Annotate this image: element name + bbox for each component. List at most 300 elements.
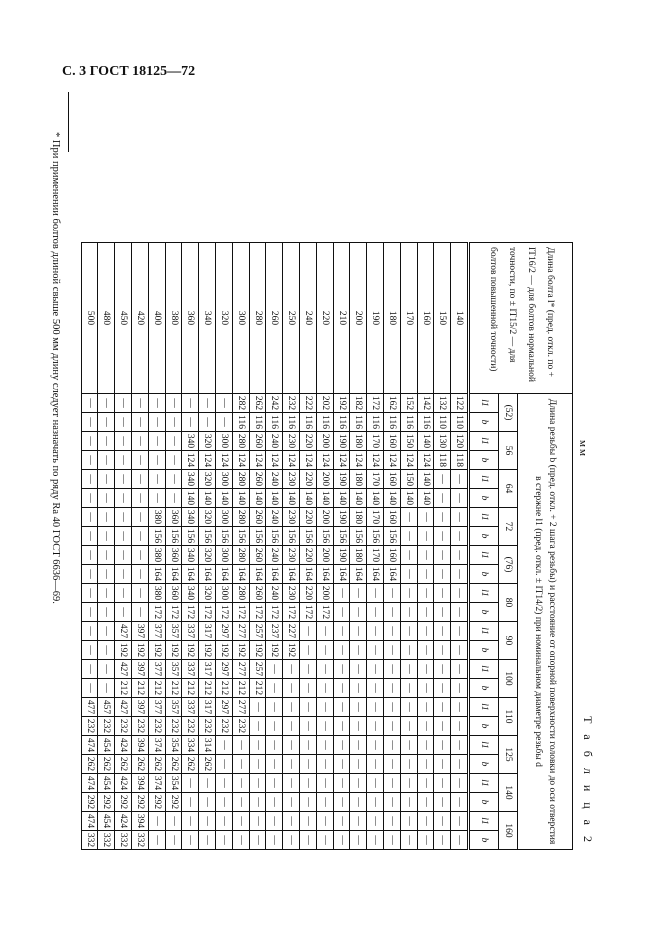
- value-cell: —: [232, 793, 249, 812]
- value-cell: 180: [350, 432, 367, 451]
- value-cell: —: [316, 641, 333, 660]
- value-cell: —: [115, 603, 132, 622]
- value-cell: 110: [451, 413, 469, 432]
- value-cell: 192: [115, 641, 132, 660]
- value-cell: 232: [81, 717, 98, 736]
- value-cell: 377: [148, 622, 165, 641]
- value-cell: —: [115, 470, 132, 489]
- value-cell: 212: [148, 679, 165, 698]
- bolt-length-cell: 480: [98, 243, 115, 394]
- value-cell: 292: [81, 793, 98, 812]
- value-cell: —: [384, 603, 401, 622]
- value-cell: —: [333, 793, 350, 812]
- value-cell: 227: [283, 622, 300, 641]
- value-cell: —: [81, 432, 98, 451]
- value-cell: 164: [216, 565, 233, 584]
- value-cell: 377: [148, 698, 165, 717]
- value-cell: —: [98, 584, 115, 603]
- value-cell: 317: [199, 698, 216, 717]
- value-cell: —: [98, 565, 115, 584]
- value-cell: 124: [199, 451, 216, 470]
- value-cell: 140: [333, 489, 350, 508]
- value-cell: —: [232, 812, 249, 831]
- value-cell: 140: [216, 489, 233, 508]
- value-cell: —: [81, 622, 98, 641]
- value-cell: 192: [249, 641, 266, 660]
- value-cell: —: [451, 489, 469, 508]
- value-cell: —: [182, 394, 199, 413]
- value-cell: —: [451, 736, 469, 755]
- value-cell: 192: [165, 641, 182, 660]
- value-cell: —: [333, 641, 350, 660]
- value-cell: —: [434, 489, 451, 508]
- value-cell: —: [316, 736, 333, 755]
- value-cell: —: [283, 679, 300, 698]
- value-cell: —: [216, 812, 233, 831]
- value-cell: 164: [316, 565, 333, 584]
- value-cell: 116: [417, 413, 434, 432]
- value-cell: 427: [115, 622, 132, 641]
- value-cell: 156: [384, 527, 401, 546]
- value-cell: 192: [333, 394, 350, 413]
- value-cell: —: [434, 812, 451, 831]
- value-cell: —: [132, 489, 149, 508]
- value-cell: 140: [300, 489, 317, 508]
- value-cell: —: [81, 584, 98, 603]
- b-subheader: b: [469, 565, 499, 584]
- value-cell: 232: [115, 717, 132, 736]
- value-cell: 230: [283, 508, 300, 527]
- value-cell: —: [249, 736, 266, 755]
- bolt-length-cell: 360: [182, 243, 199, 394]
- value-cell: —: [417, 717, 434, 736]
- value-cell: —: [434, 641, 451, 660]
- bolt-length-cell: 450: [115, 243, 132, 394]
- value-cell: 424: [115, 736, 132, 755]
- diameter-header: 64: [499, 470, 518, 508]
- value-cell: —: [417, 755, 434, 774]
- value-cell: 156: [249, 527, 266, 546]
- value-cell: 320: [199, 470, 216, 489]
- value-cell: —: [316, 793, 333, 812]
- value-cell: 320: [199, 508, 216, 527]
- diameter-header: 110: [499, 698, 518, 736]
- value-cell: 164: [300, 565, 317, 584]
- diameter-header: 90: [499, 622, 518, 660]
- value-cell: —: [148, 451, 165, 470]
- value-cell: —: [199, 793, 216, 812]
- value-cell: 110: [434, 413, 451, 432]
- value-cell: —: [216, 793, 233, 812]
- value-cell: 140: [182, 489, 199, 508]
- value-cell: 156: [367, 527, 384, 546]
- value-cell: —: [400, 812, 417, 831]
- value-cell: —: [98, 603, 115, 622]
- value-cell: 262: [98, 755, 115, 774]
- value-cell: 140: [199, 489, 216, 508]
- value-cell: —: [266, 755, 283, 774]
- value-cell: 172: [266, 603, 283, 622]
- value-cell: —: [451, 584, 469, 603]
- value-cell: —: [98, 508, 115, 527]
- value-cell: —: [148, 413, 165, 432]
- value-cell: —: [434, 755, 451, 774]
- value-cell: —: [199, 812, 216, 831]
- value-cell: 200: [316, 584, 333, 603]
- value-cell: 454: [98, 774, 115, 793]
- value-cell: 232: [165, 717, 182, 736]
- value-cell: —: [300, 641, 317, 660]
- bolt-length-cell: 260: [266, 243, 283, 394]
- table-row: [316, 243, 333, 850]
- diameter-header: (52): [499, 394, 518, 432]
- value-cell: 212: [216, 679, 233, 698]
- value-cell: —: [400, 831, 417, 850]
- value-cell: —: [451, 470, 469, 489]
- value-cell: 200: [316, 470, 333, 489]
- value-cell: —: [384, 717, 401, 736]
- value-cell: 292: [132, 793, 149, 812]
- value-cell: —: [232, 774, 249, 793]
- value-cell: —: [333, 774, 350, 793]
- value-cell: —: [232, 755, 249, 774]
- value-cell: 200: [316, 508, 333, 527]
- value-cell: 457: [98, 698, 115, 717]
- value-cell: 262: [81, 755, 98, 774]
- l1-subheader: l1: [469, 736, 499, 755]
- value-cell: —: [333, 584, 350, 603]
- l1-subheader: l1: [469, 432, 499, 451]
- value-cell: 156: [232, 527, 249, 546]
- value-cell: —: [333, 698, 350, 717]
- value-cell: —: [316, 774, 333, 793]
- value-cell: 222: [300, 394, 317, 413]
- value-cell: —: [81, 508, 98, 527]
- value-cell: 212: [132, 679, 149, 698]
- table-row: [384, 243, 401, 850]
- value-cell: —: [232, 736, 249, 755]
- value-cell: 164: [199, 565, 216, 584]
- value-cell: 116: [266, 413, 283, 432]
- value-cell: 172: [283, 603, 300, 622]
- value-cell: —: [400, 679, 417, 698]
- value-cell: 172: [232, 603, 249, 622]
- value-cell: 280: [232, 584, 249, 603]
- value-cell: 164: [249, 565, 266, 584]
- bolt-length-cell: 180: [384, 243, 401, 394]
- value-cell: —: [434, 679, 451, 698]
- value-cell: —: [115, 489, 132, 508]
- value-cell: —: [400, 603, 417, 622]
- value-cell: —: [417, 698, 434, 717]
- value-cell: —: [417, 736, 434, 755]
- value-cell: —: [434, 717, 451, 736]
- value-cell: —: [216, 394, 233, 413]
- value-cell: 202: [316, 394, 333, 413]
- value-cell: —: [283, 812, 300, 831]
- bolt-length-cell: 250: [283, 243, 300, 394]
- value-cell: 257: [249, 622, 266, 641]
- value-cell: —: [81, 641, 98, 660]
- value-cell: —: [384, 641, 401, 660]
- value-cell: 337: [182, 698, 199, 717]
- value-cell: —: [182, 812, 199, 831]
- value-cell: —: [199, 413, 216, 432]
- value-cell: 300: [216, 508, 233, 527]
- b-subheader: b: [469, 679, 499, 698]
- value-cell: 116: [249, 413, 266, 432]
- value-cell: 172: [316, 603, 333, 622]
- value-cell: —: [451, 546, 469, 565]
- bolt-length-cell: 170: [400, 243, 417, 394]
- b-subheader: b: [469, 489, 499, 508]
- l1-subheader: l1: [469, 470, 499, 489]
- table-row: [417, 243, 434, 850]
- diameter-header: (76): [499, 546, 518, 584]
- bolt-length-cell: 280: [249, 243, 266, 394]
- value-cell: 164: [148, 565, 165, 584]
- value-cell: —: [316, 622, 333, 641]
- table-row: [434, 243, 451, 850]
- b-subheader: b: [469, 831, 499, 850]
- value-cell: 317: [199, 622, 216, 641]
- b-subheader: b: [469, 603, 499, 622]
- bolt-length-cell: 240: [300, 243, 317, 394]
- value-cell: —: [434, 793, 451, 812]
- value-cell: —: [98, 432, 115, 451]
- value-cell: —: [417, 641, 434, 660]
- value-cell: —: [266, 717, 283, 736]
- value-cell: 156: [216, 527, 233, 546]
- diameter-header: 160: [499, 812, 518, 850]
- value-cell: 172: [249, 603, 266, 622]
- table-row: [165, 243, 182, 850]
- value-cell: —: [199, 774, 216, 793]
- value-cell: 116: [384, 413, 401, 432]
- value-cell: —: [350, 698, 367, 717]
- value-cell: —: [165, 489, 182, 508]
- value-cell: 397: [132, 660, 149, 679]
- value-cell: 332: [132, 831, 149, 850]
- unit-label: мм: [577, 440, 589, 458]
- value-cell: 172: [182, 603, 199, 622]
- value-cell: —: [434, 527, 451, 546]
- value-cell: —: [400, 717, 417, 736]
- value-cell: —: [400, 527, 417, 546]
- value-cell: 394: [132, 812, 149, 831]
- value-cell: —: [115, 451, 132, 470]
- b-subheader: b: [469, 717, 499, 736]
- value-cell: 297: [216, 698, 233, 717]
- value-cell: 152: [400, 394, 417, 413]
- value-cell: —: [400, 736, 417, 755]
- value-cell: —: [232, 831, 249, 850]
- value-cell: 164: [182, 565, 199, 584]
- bolt-length-cell: 220: [316, 243, 333, 394]
- value-cell: —: [199, 831, 216, 850]
- value-cell: —: [98, 489, 115, 508]
- value-cell: 116: [300, 413, 317, 432]
- value-cell: —: [316, 679, 333, 698]
- value-cell: 297: [216, 660, 233, 679]
- value-cell: —: [316, 660, 333, 679]
- bolt-length-cell: 140: [451, 243, 469, 394]
- value-cell: —: [132, 470, 149, 489]
- value-cell: —: [300, 755, 317, 774]
- value-cell: —: [350, 622, 367, 641]
- value-cell: —: [316, 831, 333, 850]
- b-subheader: b: [469, 527, 499, 546]
- value-cell: —: [266, 774, 283, 793]
- value-cell: —: [384, 736, 401, 755]
- bolt-length-cell: 320: [216, 243, 233, 394]
- b-subheader: b: [469, 755, 499, 774]
- value-cell: 160: [384, 546, 401, 565]
- value-cell: 164: [333, 565, 350, 584]
- value-cell: 192: [216, 641, 233, 660]
- table-row: [266, 243, 283, 850]
- value-cell: 170: [367, 508, 384, 527]
- value-cell: 156: [283, 527, 300, 546]
- value-cell: —: [333, 679, 350, 698]
- value-cell: —: [316, 698, 333, 717]
- value-cell: —: [434, 622, 451, 641]
- value-cell: 124: [417, 451, 434, 470]
- value-cell: 354: [165, 736, 182, 755]
- table-row: [232, 243, 249, 850]
- value-cell: —: [451, 660, 469, 679]
- table-row: [451, 243, 469, 850]
- value-cell: 156: [165, 527, 182, 546]
- value-cell: 232: [232, 717, 249, 736]
- b-subheader: b: [469, 641, 499, 660]
- value-cell: —: [400, 698, 417, 717]
- value-cell: 357: [165, 622, 182, 641]
- value-cell: 140: [417, 432, 434, 451]
- value-cell: 200: [316, 546, 333, 565]
- table-label: Т а б л и ц а 2: [581, 716, 595, 846]
- value-cell: 260: [249, 584, 266, 603]
- value-cell: 240: [266, 470, 283, 489]
- value-cell: —: [333, 736, 350, 755]
- value-cell: —: [367, 736, 384, 755]
- value-cell: 260: [249, 508, 266, 527]
- value-cell: —: [165, 812, 182, 831]
- value-cell: —: [400, 584, 417, 603]
- value-cell: —: [384, 660, 401, 679]
- value-cell: 300: [216, 432, 233, 451]
- value-cell: —: [132, 546, 149, 565]
- value-cell: 212: [115, 679, 132, 698]
- value-cell: —: [434, 470, 451, 489]
- value-cell: —: [132, 603, 149, 622]
- value-cell: 140: [232, 489, 249, 508]
- value-cell: 164: [165, 565, 182, 584]
- value-cell: 240: [266, 546, 283, 565]
- value-cell: 192: [266, 641, 283, 660]
- table-row: [249, 243, 266, 850]
- value-cell: 280: [232, 470, 249, 489]
- value-cell: 230: [283, 432, 300, 451]
- value-cell: 164: [384, 565, 401, 584]
- table-row: [367, 243, 384, 850]
- value-cell: 320: [199, 432, 216, 451]
- value-cell: 474: [81, 736, 98, 755]
- value-cell: —: [451, 679, 469, 698]
- value-cell: 380: [148, 584, 165, 603]
- value-cell: 260: [249, 546, 266, 565]
- value-cell: 232: [283, 394, 300, 413]
- value-cell: —: [148, 812, 165, 831]
- page-header: С. 3 ГОСТ 18125—72: [62, 64, 196, 79]
- value-cell: 172: [367, 394, 384, 413]
- value-cell: —: [417, 603, 434, 622]
- value-cell: 424: [115, 812, 132, 831]
- value-cell: —: [384, 679, 401, 698]
- value-cell: —: [283, 698, 300, 717]
- value-cell: —: [182, 774, 199, 793]
- value-cell: 300: [216, 470, 233, 489]
- value-cell: —: [81, 451, 98, 470]
- value-cell: —: [367, 679, 384, 698]
- value-cell: 156: [316, 527, 333, 546]
- value-cell: —: [367, 831, 384, 850]
- bolt-length-header: Длина болта l* (пред. откл. по + IT16/2 — для болтов нормальной точности, по ± IT15/2 — для болтов повышенной точности): [469, 243, 573, 394]
- value-cell: 124: [350, 451, 367, 470]
- value-cell: 132: [434, 394, 451, 413]
- value-cell: 332: [98, 831, 115, 850]
- value-cell: 300: [216, 584, 233, 603]
- value-cell: 477: [81, 698, 98, 717]
- value-cell: —: [148, 489, 165, 508]
- value-cell: —: [300, 812, 317, 831]
- value-cell: —: [249, 717, 266, 736]
- value-cell: 212: [249, 679, 266, 698]
- value-cell: —: [216, 413, 233, 432]
- value-cell: —: [132, 527, 149, 546]
- value-cell: —: [451, 755, 469, 774]
- value-cell: 277: [232, 698, 249, 717]
- value-cell: 474: [81, 774, 98, 793]
- value-cell: —: [434, 546, 451, 565]
- b-subheader: b: [469, 451, 499, 470]
- value-cell: —: [384, 793, 401, 812]
- value-cell: 357: [165, 660, 182, 679]
- value-cell: —: [283, 755, 300, 774]
- l1-subheader: l1: [469, 698, 499, 717]
- value-cell: —: [132, 394, 149, 413]
- value-cell: 150: [400, 432, 417, 451]
- value-cell: —: [81, 527, 98, 546]
- value-cell: —: [115, 394, 132, 413]
- b-subheader: b: [469, 413, 499, 432]
- bolt-length-cell: 420: [132, 243, 149, 394]
- value-cell: —: [165, 413, 182, 432]
- value-cell: 277: [232, 622, 249, 641]
- value-cell: 162: [384, 394, 401, 413]
- value-cell: 232: [148, 717, 165, 736]
- value-cell: —: [316, 755, 333, 774]
- value-cell: 118: [451, 451, 469, 470]
- value-cell: 170: [367, 546, 384, 565]
- value-cell: —: [367, 603, 384, 622]
- value-cell: —: [283, 831, 300, 850]
- value-cell: 292: [115, 793, 132, 812]
- value-cell: —: [132, 413, 149, 432]
- value-cell: 332: [81, 831, 98, 850]
- bolt-dimensions-table: [81, 242, 573, 850]
- value-cell: —: [333, 831, 350, 850]
